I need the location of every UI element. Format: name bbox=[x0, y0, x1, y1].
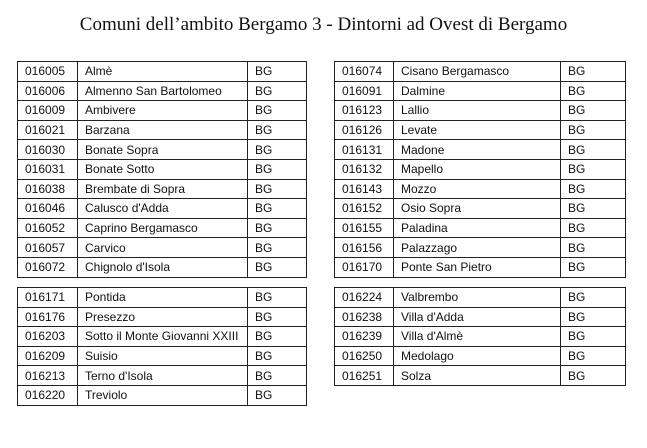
municipality-name-cell: Osio Sopra bbox=[394, 199, 561, 219]
istat-code-cell: 016238 bbox=[335, 307, 394, 327]
table-row bbox=[18, 346, 307, 366]
municipality-name-cell: Valbrembo bbox=[394, 288, 561, 308]
istat-code-cell: 016213 bbox=[18, 366, 78, 386]
municipality-name-cell: Palazzago bbox=[394, 238, 561, 258]
province-cell: BG bbox=[248, 199, 307, 219]
province-cell: BG bbox=[248, 327, 307, 347]
page-title: Comuni dell’ambito Bergamo 3 - Dintorni ad Ovest di Bergamo bbox=[79, 14, 568, 35]
municipalities-table-4 bbox=[334, 287, 626, 386]
province-cell: BG bbox=[561, 120, 626, 140]
istat-code-cell: 016239 bbox=[335, 327, 394, 347]
istat-code-cell: 016030 bbox=[18, 140, 78, 160]
table-row bbox=[18, 257, 307, 277]
istat-code-cell: 016171 bbox=[18, 288, 78, 308]
province-cell: BG bbox=[561, 81, 626, 101]
municipality-name-cell: Ponte San Pietro bbox=[394, 257, 561, 277]
municipality-name-cell: Barzana bbox=[78, 120, 248, 140]
istat-code-cell: 016250 bbox=[335, 346, 394, 366]
municipality-name-cell: Almenno San Bartolomeo bbox=[78, 81, 248, 101]
table-row bbox=[18, 199, 307, 219]
table-row bbox=[335, 101, 626, 121]
table-row bbox=[18, 140, 307, 160]
municipality-name-cell: Bonate Sopra bbox=[78, 140, 248, 160]
istat-code-cell: 016038 bbox=[18, 179, 78, 199]
istat-code-cell: 016224 bbox=[335, 288, 394, 308]
municipality-name-cell: Levate bbox=[394, 120, 561, 140]
municipality-name-cell: Dalmine bbox=[394, 81, 561, 101]
municipality-name-cell: Caprino Bergamasco bbox=[78, 218, 248, 238]
province-cell: BG bbox=[248, 307, 307, 327]
istat-code-cell: 016009 bbox=[18, 101, 78, 121]
province-cell: BG bbox=[248, 366, 307, 386]
istat-code-cell: 016143 bbox=[335, 179, 394, 199]
municipality-name-cell: Villa d'Almè bbox=[394, 327, 561, 347]
province-cell: BG bbox=[561, 238, 626, 258]
istat-code-cell: 016057 bbox=[18, 238, 78, 258]
table-row bbox=[18, 288, 307, 308]
province-cell: BG bbox=[561, 307, 626, 327]
table-row bbox=[335, 120, 626, 140]
istat-code-cell: 016031 bbox=[18, 159, 78, 179]
istat-code-cell: 016046 bbox=[18, 199, 78, 219]
istat-code-cell: 016123 bbox=[335, 101, 394, 121]
municipality-name-cell: Terno d'Isola bbox=[78, 366, 248, 386]
municipalities-table-3 bbox=[17, 287, 307, 406]
province-cell: BG bbox=[248, 385, 307, 405]
table-row bbox=[18, 179, 307, 199]
province-cell: BG bbox=[561, 179, 626, 199]
istat-code-cell: 016132 bbox=[335, 159, 394, 179]
istat-code-cell: 016209 bbox=[18, 346, 78, 366]
province-cell: BG bbox=[561, 140, 626, 160]
table-row bbox=[18, 366, 307, 386]
istat-code-cell: 016074 bbox=[335, 62, 394, 82]
province-cell: BG bbox=[561, 257, 626, 277]
municipality-name-cell: Almè bbox=[78, 62, 248, 82]
municipality-name-cell: Calusco d'Adda bbox=[78, 199, 248, 219]
table-row bbox=[335, 179, 626, 199]
table-row bbox=[335, 288, 626, 308]
istat-code-cell: 016072 bbox=[18, 257, 78, 277]
province-cell: BG bbox=[248, 238, 307, 258]
table-row bbox=[18, 238, 307, 258]
istat-code-cell: 016091 bbox=[335, 81, 394, 101]
table-row bbox=[18, 101, 307, 121]
istat-code-cell: 016052 bbox=[18, 218, 78, 238]
table-row bbox=[335, 327, 626, 347]
municipality-name-cell: Bonate Sotto bbox=[78, 159, 248, 179]
table-row bbox=[335, 257, 626, 277]
istat-code-cell: 016170 bbox=[335, 257, 394, 277]
province-cell: BG bbox=[248, 179, 307, 199]
province-cell: BG bbox=[248, 288, 307, 308]
municipality-name-cell: Brembate di Sopra bbox=[78, 179, 248, 199]
municipality-name-cell: Paladina bbox=[394, 218, 561, 238]
municipalities-table-1 bbox=[17, 61, 307, 278]
province-cell: BG bbox=[561, 199, 626, 219]
municipality-name-cell: Villa d'Adda bbox=[394, 307, 561, 327]
municipality-name-cell: Cisano Bergamasco bbox=[394, 62, 561, 82]
province-cell: BG bbox=[248, 101, 307, 121]
municipality-name-cell: Pontida bbox=[78, 288, 248, 308]
municipality-name-cell: Mapello bbox=[394, 159, 561, 179]
municipality-name-cell: Ambivere bbox=[78, 101, 248, 121]
province-cell: BG bbox=[248, 62, 307, 82]
istat-code-cell: 016155 bbox=[335, 218, 394, 238]
istat-code-cell: 016152 bbox=[335, 199, 394, 219]
province-cell: BG bbox=[248, 159, 307, 179]
table-row bbox=[18, 218, 307, 238]
istat-code-cell: 016021 bbox=[18, 120, 78, 140]
province-cell: BG bbox=[561, 327, 626, 347]
municipality-name-cell: Suisio bbox=[78, 346, 248, 366]
table-row bbox=[335, 218, 626, 238]
table-row bbox=[335, 81, 626, 101]
table-row bbox=[18, 120, 307, 140]
istat-code-cell: 016203 bbox=[18, 327, 78, 347]
table-row bbox=[335, 346, 626, 366]
municipalities-table-2 bbox=[334, 61, 626, 278]
table-row bbox=[335, 366, 626, 386]
istat-code-cell: 016176 bbox=[18, 307, 78, 327]
municipality-name-cell: Mozzo bbox=[394, 179, 561, 199]
istat-code-cell: 016005 bbox=[18, 62, 78, 82]
province-cell: BG bbox=[561, 218, 626, 238]
province-cell: BG bbox=[248, 218, 307, 238]
province-cell: BG bbox=[248, 140, 307, 160]
table-row bbox=[18, 159, 307, 179]
istat-code-cell: 016251 bbox=[335, 366, 394, 386]
istat-code-cell: 016131 bbox=[335, 140, 394, 160]
province-cell: BG bbox=[561, 366, 626, 386]
table-row bbox=[18, 307, 307, 327]
province-cell: BG bbox=[561, 288, 626, 308]
table-row bbox=[335, 140, 626, 160]
municipality-name-cell: Lallio bbox=[394, 101, 561, 121]
municipality-name-cell: Carvico bbox=[78, 238, 248, 258]
province-cell: BG bbox=[561, 159, 626, 179]
province-cell: BG bbox=[248, 120, 307, 140]
table-row bbox=[18, 327, 307, 347]
province-cell: BG bbox=[561, 346, 626, 366]
table-row bbox=[18, 81, 307, 101]
table-row bbox=[335, 199, 626, 219]
table-row bbox=[335, 159, 626, 179]
municipality-name-cell: Madone bbox=[394, 140, 561, 160]
table-row bbox=[335, 307, 626, 327]
province-cell: BG bbox=[248, 257, 307, 277]
istat-code-cell: 016156 bbox=[335, 238, 394, 258]
istat-code-cell: 016006 bbox=[18, 81, 78, 101]
istat-code-cell: 016126 bbox=[335, 120, 394, 140]
province-cell: BG bbox=[561, 62, 626, 82]
table-row bbox=[18, 62, 307, 82]
table-row bbox=[335, 238, 626, 258]
province-cell: BG bbox=[248, 346, 307, 366]
table-row bbox=[18, 385, 307, 405]
municipality-name-cell: Treviolo bbox=[78, 385, 248, 405]
municipality-name-cell: Chignolo d'Isola bbox=[78, 257, 248, 277]
municipality-name-cell: Medolago bbox=[394, 346, 561, 366]
municipality-name-cell: Solza bbox=[394, 366, 561, 386]
province-cell: BG bbox=[248, 81, 307, 101]
municipality-name-cell: Presezzo bbox=[78, 307, 248, 327]
municipality-name-cell: Sotto il Monte Giovanni XXIII bbox=[78, 327, 248, 347]
table-row bbox=[335, 62, 626, 82]
istat-code-cell: 016220 bbox=[18, 385, 78, 405]
province-cell: BG bbox=[561, 101, 626, 121]
